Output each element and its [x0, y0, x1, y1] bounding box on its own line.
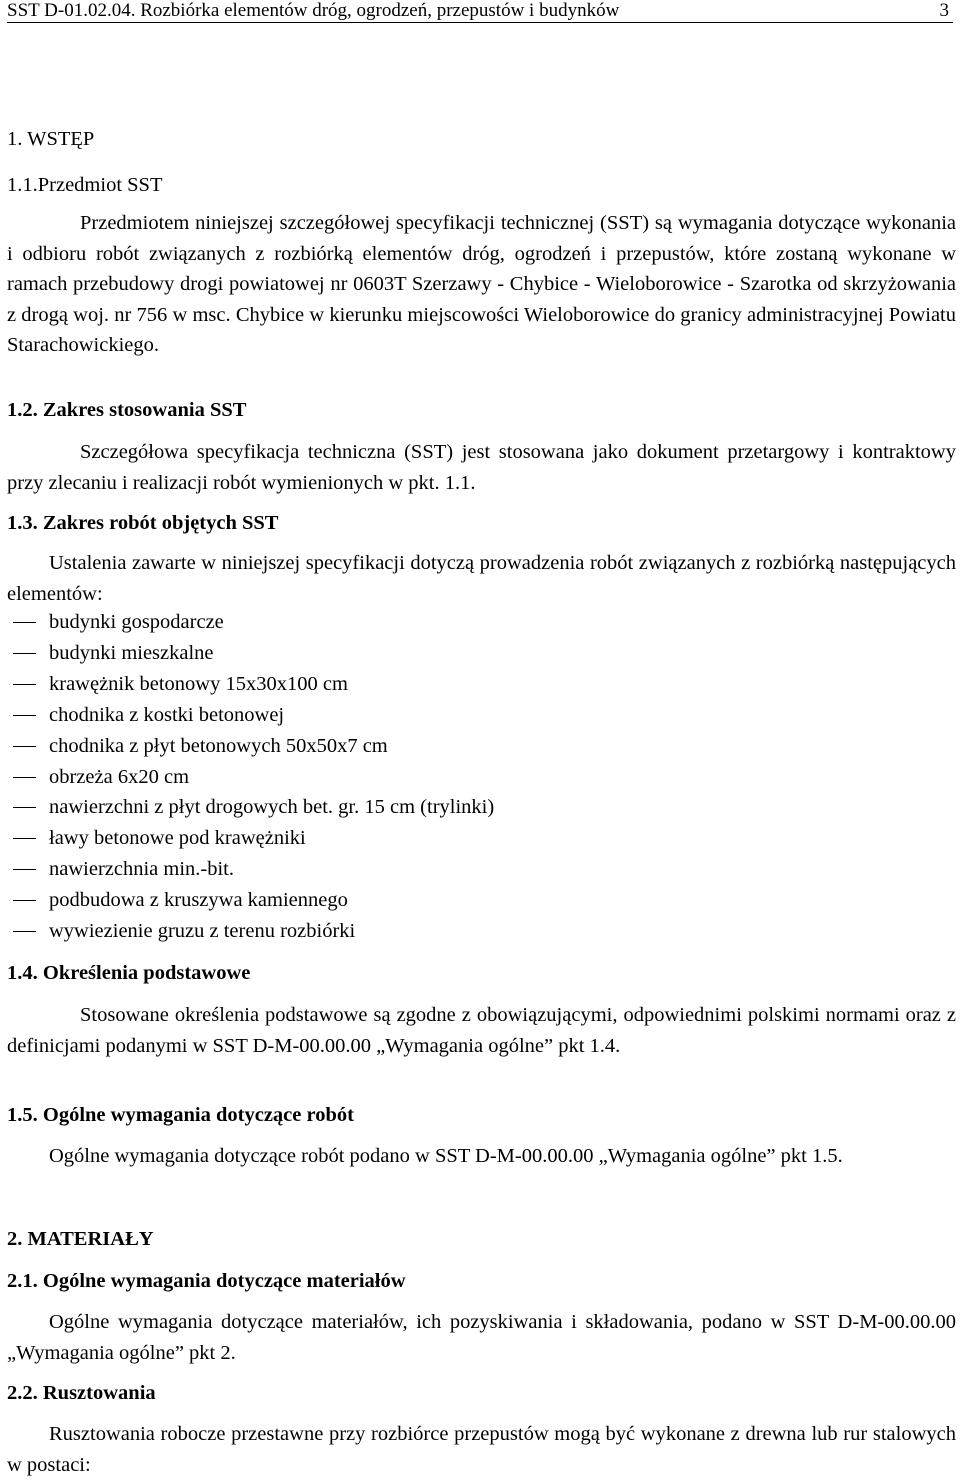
- section-2-2-text: Rusztowania robocze przestawne przy rozbiórce przepustów mogą być wykonane z drewna lub rur stalowych w postaci:: [7, 1423, 956, 1476]
- dash-bullet: [13, 838, 36, 839]
- section-2-2-heading: 2.2. Rusztowania: [7, 1382, 156, 1404]
- dash-bullet: [13, 622, 36, 623]
- section-1-5-paragraph: [7, 1141, 956, 1172]
- running-header: [7, 0, 953, 23]
- section-1-1-paragraph: [7, 208, 956, 361]
- list-item: chodnika z kostki betonowej: [7, 700, 707, 731]
- section-1-1-text: Przedmiotem niniejszej szczegółowej specyfikacji technicznej (SST) są wymagania dotyczące wykonania i odbioru robót związanych z rozbiórką elementów dróg, ogrodzeń i przepustów, które zostaną wykonane w ramach przebudowy drogi powiatowej nr 0603T Szerzawy - Chybice - Wieloborowice - Szarotka od skrzyżowania z drogą woj. nr 756 w msc. Chybice w kierunku miejscowości Wieloborowice do granicy administracyjnej Powiatu Starachowickiego.: [7, 212, 956, 356]
- section-1-4-text: Stosowane określenia podstawowe są zgodne z obowiązującymi, odpowiednimi polskimi normami oraz z definicjami podanymi w SST D-M-00.00.00 „Wymagania ogólne” pkt 1.4.: [7, 1004, 956, 1057]
- section-1-3-text: Ustalenia zawarte w niniejszej specyfikacji dotyczą prowadzenia robót związanych z rozbiórką następujących elementów:: [7, 552, 956, 605]
- list-item: obrzeża 6x20 cm: [7, 762, 707, 793]
- list-item: nawierzchni z płyt drogowych bet. gr. 15 cm (trylinki): [7, 792, 707, 823]
- dash-bullet: [13, 777, 36, 778]
- list-item: chodnika z płyt betonowych 50x50x7 cm: [7, 731, 707, 762]
- dash-bullet: [13, 684, 36, 685]
- section-1-2-text: Szczegółowa specyfikacja techniczna (SST) jest stosowana jako dokument przetargowy i kontraktowy przy zlecaniu i realizacji robót wymienionych w pkt. 1.1.: [7, 441, 956, 494]
- section-1-3-heading: 1.3. Zakres robót objętych SST: [7, 512, 279, 534]
- section-1-4-heading: 1.4. Określenia podstawowe: [7, 962, 251, 984]
- section-1-4-paragraph: [7, 1000, 956, 1061]
- dash-bullet: [13, 931, 36, 932]
- list-item: nawierzchnia min.-bit.: [7, 854, 707, 885]
- section-2-2-paragraph: [7, 1419, 956, 1480]
- dash-bullet: [13, 869, 36, 870]
- section-2-1-paragraph: [7, 1307, 956, 1368]
- section-2-1-heading: 2.1. Ogólne wymagania dotyczące materiałów: [7, 1270, 406, 1292]
- section-1-3-paragraph: [7, 548, 956, 609]
- section-1-heading: 1. WSTĘP: [7, 128, 95, 150]
- list-item: wywiezienie gruzu z terenu rozbiórki: [7, 916, 707, 947]
- list-item: budynki mieszkalne: [7, 638, 707, 669]
- section-1-5-heading: 1.5. Ogólne wymagania dotyczące robót: [7, 1104, 354, 1126]
- demolition-elements-list: [7, 607, 707, 947]
- section-2-1-text: Ogólne wymagania dotyczące materiałów, ich pozyskiwania i składowania, podano w SST D-M-00.00.00 „Wymagania ogólne” pkt 2.: [7, 1311, 956, 1364]
- section-2-heading: 2. MATERIAŁY: [7, 1228, 154, 1250]
- list-item: krawężnik betonowy 15x30x100 cm: [7, 669, 707, 700]
- section-1-2-paragraph: [7, 437, 956, 498]
- section-1-2-heading: 1.2. Zakres stosowania SST: [7, 399, 247, 421]
- list-item: podbudowa z kruszywa kamiennego: [7, 885, 707, 916]
- page-number: 3: [939, 0, 949, 21]
- dash-bullet: [13, 715, 36, 716]
- dash-bullet: [13, 746, 36, 747]
- list-item: ławy betonowe pod krawężniki: [7, 823, 707, 854]
- dash-bullet: [13, 900, 36, 901]
- header-title: SST D-01.02.04. Rozbiórka elementów dróg, ogrodzeń, przepustów i budynków: [7, 0, 620, 21]
- section-1-1-heading: 1.1.Przedmiot SST: [7, 174, 163, 196]
- dash-bullet: [13, 653, 36, 654]
- section-1-5-text: Ogólne wymagania dotyczące robót podano w SST D-M-00.00.00 „Wymagania ogólne” pkt 1.5.: [49, 1145, 843, 1167]
- list-item: budynki gospodarcze: [7, 607, 707, 638]
- dash-bullet: [13, 807, 36, 808]
